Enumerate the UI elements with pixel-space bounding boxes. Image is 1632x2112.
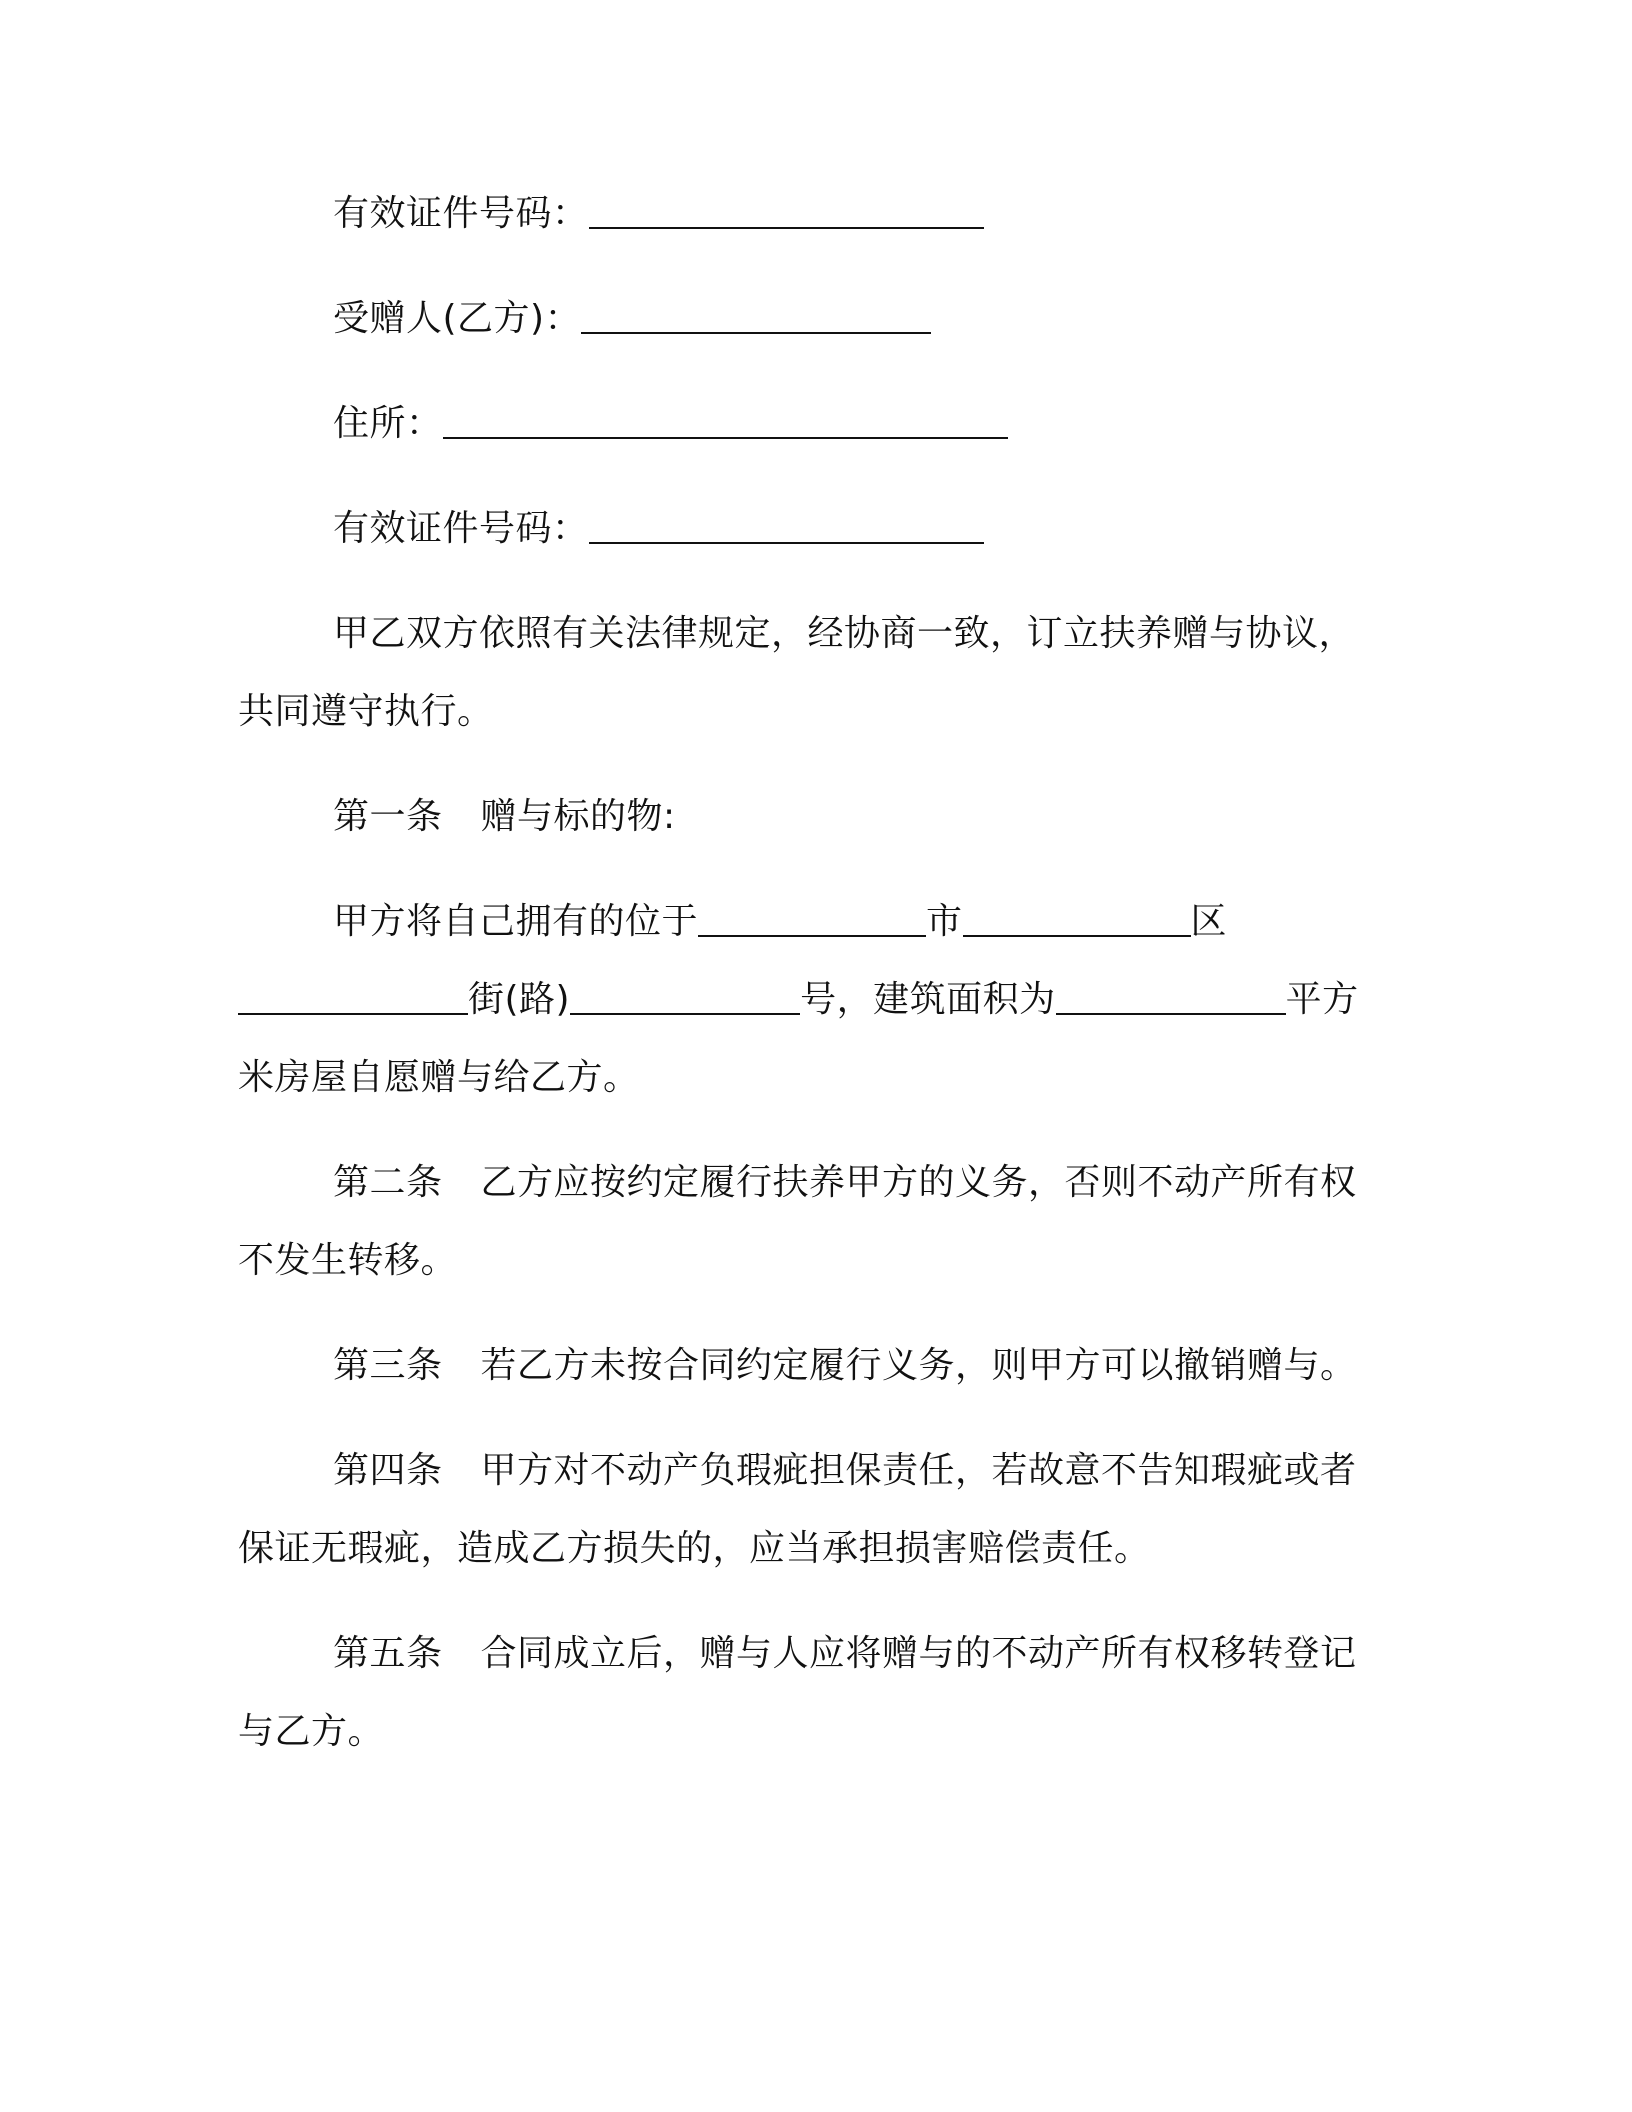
article4-line-1 bbox=[333, 1447, 1357, 1495]
article2-line-2: 不发生转移。 bbox=[238, 1240, 458, 1281]
intro-line-1: 甲乙双方依照有关法律规定，经协商一致，订立扶养赠与协议， bbox=[333, 613, 1356, 654]
giver-id-blank[interactable] bbox=[589, 191, 984, 229]
article1-line-3: 米房屋自愿赠与给乙方。 bbox=[238, 1057, 640, 1098]
article2-text: 乙方应按约定履行扶养甲方的义务，否则不动产所有权 bbox=[480, 1162, 1357, 1203]
article4-line-2: 保证无瑕疵，造成乙方损失的，应当承担损害赔偿责任。 bbox=[238, 1528, 1151, 1569]
area-blank[interactable] bbox=[1056, 977, 1286, 1015]
district-blank[interactable] bbox=[963, 899, 1191, 937]
article1-line-1 bbox=[333, 898, 1227, 946]
article2-number: 第二条 bbox=[333, 1162, 443, 1203]
recipient-line bbox=[333, 295, 931, 343]
article4-number: 第四条 bbox=[333, 1450, 443, 1491]
recipient-id-line bbox=[333, 505, 984, 553]
recipient-id-label: 有效证件号码： bbox=[333, 508, 589, 549]
street-blank[interactable] bbox=[238, 977, 468, 1015]
giver-id-label: 有效证件号码： bbox=[333, 193, 589, 234]
address-blank[interactable] bbox=[443, 401, 1008, 439]
recipient-id-blank[interactable] bbox=[589, 506, 984, 544]
house-number-blank[interactable] bbox=[570, 977, 800, 1015]
article1-title: 赠与标的物: bbox=[480, 796, 676, 837]
article3-number: 第三条 bbox=[333, 1345, 443, 1386]
giver-id-line bbox=[333, 190, 984, 238]
article5-line-1 bbox=[333, 1630, 1357, 1678]
article3-line-1 bbox=[333, 1342, 1357, 1390]
area-unit-start: 平方 bbox=[1285, 979, 1359, 1020]
article2-line-1 bbox=[333, 1159, 1357, 1207]
article3-text: 若乙方未按合同约定履行义务，则甲方可以撤销赠与。 bbox=[480, 1345, 1357, 1386]
address-line bbox=[333, 400, 1008, 448]
intro-line-2: 共同遵守执行。 bbox=[238, 691, 494, 732]
article1-heading bbox=[333, 793, 676, 841]
article1-number: 第一条 bbox=[333, 796, 443, 837]
article4-text: 甲方对不动产负瑕疵担保责任，若故意不告知瑕疵或者 bbox=[480, 1450, 1357, 1491]
district-label: 区 bbox=[1190, 901, 1228, 942]
article1-text-start: 甲方将自己拥有的位于 bbox=[333, 901, 699, 942]
city-blank[interactable] bbox=[698, 899, 926, 937]
recipient-name-blank[interactable] bbox=[581, 296, 931, 334]
address-label: 住所： bbox=[333, 403, 443, 444]
article5-number: 第五条 bbox=[333, 1633, 443, 1674]
article1-line-2 bbox=[238, 976, 1359, 1024]
area-label: 号，建筑面积为 bbox=[800, 979, 1056, 1020]
city-label: 市 bbox=[926, 901, 963, 942]
article5-line-2: 与乙方。 bbox=[238, 1711, 385, 1752]
recipient-label: 受赠人(乙方)： bbox=[333, 298, 582, 339]
street-label: 街(路) bbox=[468, 979, 571, 1020]
article5-text: 合同成立后，赠与人应将赠与的不动产所有权移转登记 bbox=[480, 1633, 1357, 1674]
